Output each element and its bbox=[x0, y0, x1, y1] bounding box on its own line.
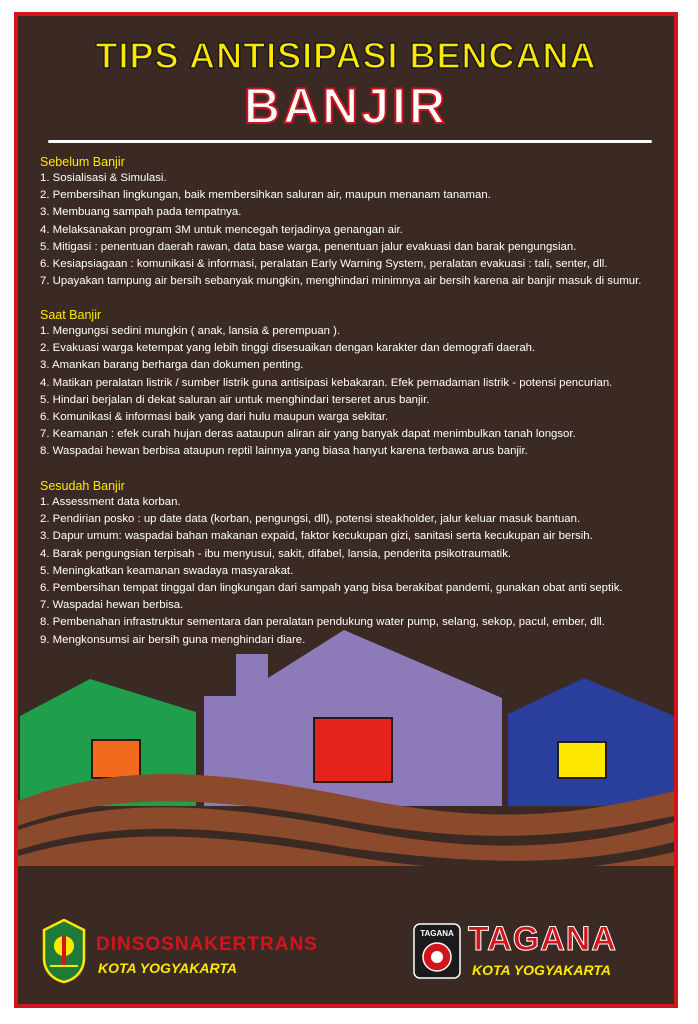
footer bbox=[18, 906, 674, 1006]
section-heading: Sesudah Banjir bbox=[40, 479, 125, 493]
list-item: 8. Waspadai hewan berbisa ataupun reptil lainnya yang biasa hanyut karena terbawa arus banjir. bbox=[40, 445, 528, 458]
section-list bbox=[40, 323, 670, 461]
org2-subtitle: KOTA YOGYAKARTA bbox=[472, 962, 611, 978]
list-item: 6. Komunikasi & informasi baik yang dari hulu maupun warga sekitar. bbox=[40, 411, 389, 424]
blue-house-window bbox=[558, 742, 606, 778]
list-item: 6. Pembersihan tempat tinggal dan lingkungan dari sampah yang bisa berakibat pandemi, gunakan obat anti septik. bbox=[40, 582, 623, 595]
section-heading: Sebelum Banjir bbox=[40, 155, 125, 169]
org2-name: TAGANA bbox=[468, 920, 617, 958]
title-divider bbox=[48, 140, 652, 143]
org1-name: DINSOSNAKERTRANS bbox=[96, 934, 318, 955]
list-item: 1. Mengungsi sedini mungkin ( anak, lansia & perempuan ). bbox=[40, 325, 341, 337]
list-item: 2. Pembersihan lingkungan, baik membersihkan saluran air, maupun menanam tanaman. bbox=[40, 189, 491, 202]
poster-subtitle: BANJIR bbox=[243, 78, 449, 134]
list-item: 7. Keamanan : efek curah hujan deras aataupun aliran air yang banyak dapat menimbulkan tanah longsor. bbox=[40, 428, 576, 441]
list-item: 5. Meningkatkan keamanan swadaya masyarakat. bbox=[40, 564, 294, 577]
tagana-logo-icon bbox=[412, 922, 462, 980]
list-item: 2. Pendirian posko : up date data (korban, pengungsi, dll), potensi steakholder, jalur keluar masuk bantuan. bbox=[40, 513, 581, 526]
flood-tips-poster bbox=[14, 12, 678, 1008]
list-item: 9. Mengkonsumsi air bersih guna menghindari diare. bbox=[40, 633, 306, 646]
list-item: 6. Kesiapsiagaan : komunikasi & informasi, peralatan Early Warning System, peralatan evakuasi : tali, senter, dll. bbox=[40, 258, 608, 271]
green-house-window bbox=[92, 740, 140, 778]
list-item: 4. Matikan peralatan listrik / sumber listrik guna antisipasi kebakaran. Efek pemadaman listrik - potensi pencurian. bbox=[40, 376, 613, 389]
list-item: 2. Evakuasi warga ketempat yang lebih tinggi disesuaikan dengan karakter dan demografi daerah. bbox=[40, 342, 536, 355]
list-item: 8. Pembenahan infrastruktur sementara dan peralatan pendukung water pump, selang, sekop, pacul, ember, dll. bbox=[40, 616, 605, 629]
section-during-flood bbox=[40, 307, 670, 461]
org1-subtitle: KOTA YOGYAKARTA bbox=[98, 960, 237, 976]
svg-text:TAGANA: TAGANA bbox=[420, 929, 454, 938]
list-item: 4. Melaksanakan program 3M untuk mencegah terjadinya genangan air. bbox=[40, 223, 403, 236]
list-item: 1. Sosialisasi & Simulasi. bbox=[40, 172, 167, 184]
list-item: 3. Amankan barang berharga dan dokumen penting. bbox=[40, 359, 304, 372]
section-before-flood bbox=[40, 154, 670, 290]
kota-yogyakarta-emblem-icon bbox=[40, 918, 88, 984]
list-item: 5. Hindari berjalan di dekat saluran air untuk menghindari terseret arus banjir. bbox=[40, 393, 430, 406]
list-item: 7. Waspadai hewan berbisa. bbox=[40, 599, 184, 612]
list-item: 5. Mitigasi : penentuan daerah rawan, data base warga, penentuan jalur evakuasi dan barak pengungsian. bbox=[40, 240, 577, 253]
purple-house-window bbox=[314, 718, 392, 782]
list-item: 3. Dapur umum: waspadai bahan makanan expaid, faktor kecukupan gizi, sanitasi serta kecukupan air bersih. bbox=[40, 530, 593, 543]
list-item: 7. Upayakan tampung air bersih sebanyak mungkin, menghindari minimnya air bersih karena air banjir masuk di sumur. bbox=[40, 275, 642, 288]
list-item: 3. Membuang sampah pada tempatnya. bbox=[40, 206, 242, 219]
list-item: 4. Barak pengungsian terpisah - ibu menyusui, sakit, difabel, lansia, penderita psikotraumatik. bbox=[40, 547, 512, 560]
poster-title: TIPS ANTISIPASI BENCANA bbox=[95, 35, 597, 76]
flood-houses-illustration bbox=[18, 616, 674, 866]
list-item: 1. Assessment data korban. bbox=[40, 496, 181, 508]
section-heading: Saat Banjir bbox=[40, 308, 102, 322]
section-list bbox=[40, 170, 670, 290]
